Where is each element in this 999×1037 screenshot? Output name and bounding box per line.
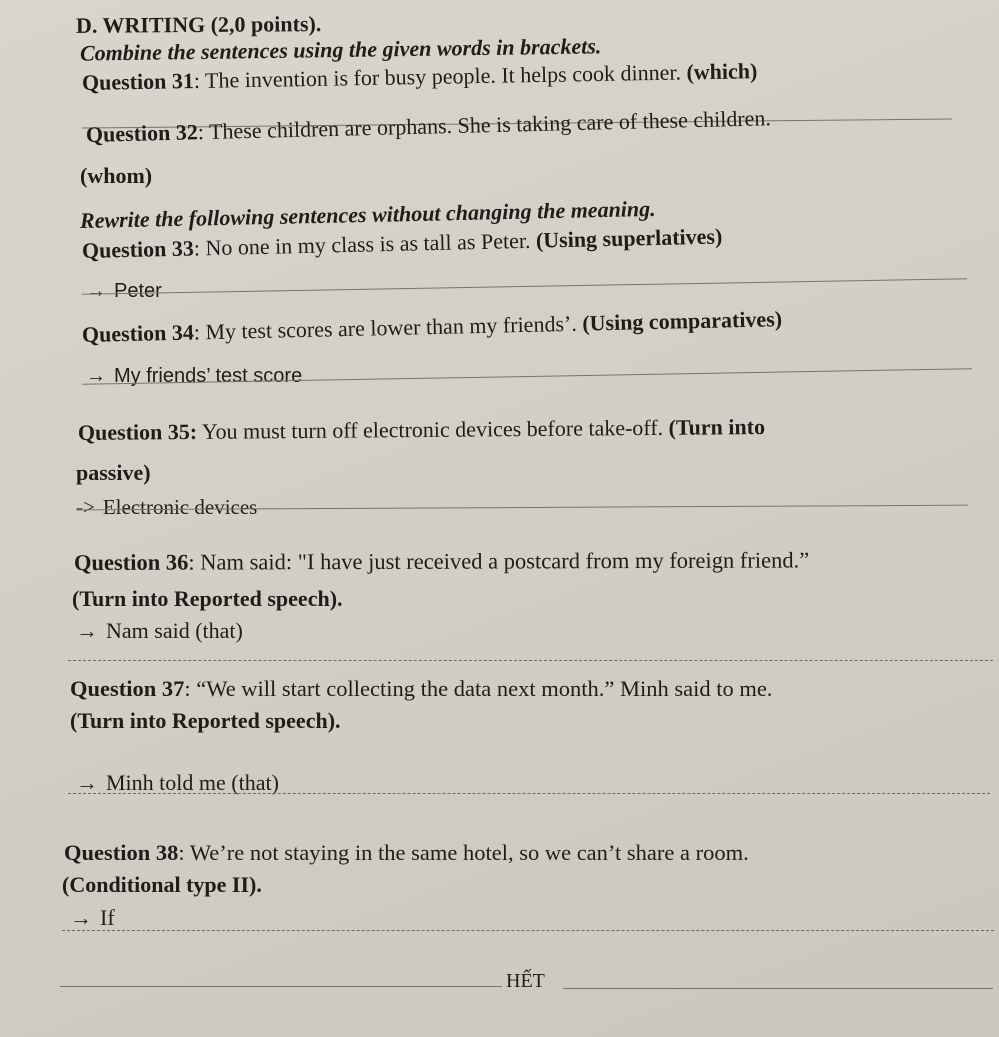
question-33-text: : No one in my class is as tall as Peter. xyxy=(193,227,531,261)
footer-rule-left xyxy=(60,986,502,987)
answer-start-35-text: Electronic devices xyxy=(102,495,258,519)
question-35-hint-a: (Turn into xyxy=(668,414,766,440)
arrow-icon: → xyxy=(86,280,106,302)
question-31-label: Question 31 xyxy=(81,68,195,95)
question-36-hint: (Turn into Reported speech). xyxy=(72,586,343,611)
answer-line-38 xyxy=(62,930,994,931)
question-38 xyxy=(64,840,749,866)
question-38-hint: (Conditional type II). xyxy=(62,872,262,897)
question-34 xyxy=(82,306,783,348)
answer-start-38 xyxy=(70,905,115,931)
question-33-hint: (Using superlatives) xyxy=(535,223,723,253)
question-32-hint: (whom) xyxy=(80,163,153,188)
answer-start-36-text: Nam said (that) xyxy=(106,618,243,643)
question-37-label: Question 37 xyxy=(70,676,185,701)
answer-start-33-text: Peter xyxy=(114,280,162,302)
section-title: D. WRITING (2,0 points). xyxy=(75,11,322,38)
answer-start-37-text: Minh told me (that) xyxy=(106,770,279,795)
question-35-label: Question 35: xyxy=(77,418,198,445)
question-36 xyxy=(74,547,809,576)
question-36-label: Question 36 xyxy=(73,549,189,575)
question-37 xyxy=(70,676,772,702)
question-32 xyxy=(86,105,772,148)
question-38-label: Question 38 xyxy=(64,840,179,865)
end-marker: HẾT xyxy=(506,970,545,992)
answer-start-33 xyxy=(86,278,162,304)
question-32-text: : These children are orphans. She is taking care of these children. xyxy=(197,105,772,145)
answer-line-36 xyxy=(68,660,993,661)
answer-line-37 xyxy=(68,793,990,794)
answer-start-35 xyxy=(76,494,257,520)
question-34-text: : My test scores are lower than my friends’. xyxy=(193,310,578,345)
answer-start-36 xyxy=(76,618,243,644)
question-31-hint: (which) xyxy=(686,58,758,85)
question-33-label: Question 33 xyxy=(81,235,195,263)
question-34-hint: (Using comparatives) xyxy=(581,306,783,336)
question-35 xyxy=(78,414,765,446)
answer-start-34-text: My friends’ test score xyxy=(114,365,303,387)
question-34-label: Question 34 xyxy=(81,319,195,347)
arrow-icon: → xyxy=(76,770,98,795)
arrow-icon: → xyxy=(86,365,106,387)
question-35-hint-b: passive) xyxy=(76,460,151,485)
arrow-icon: → xyxy=(70,905,92,930)
question-37-hint: (Turn into Reported speech). xyxy=(70,708,341,733)
question-37-text: : “We will start collecting the data next month.” Minh said to me. xyxy=(184,676,773,701)
question-38-text: : We’re not staying in the same hotel, so we can’t share a room. xyxy=(178,840,749,865)
question-36-text: : Nam said: "I have just received a postcard from my foreign friend.” xyxy=(188,547,810,575)
arrow-icon: -> xyxy=(76,495,95,519)
answer-line-33 xyxy=(82,278,967,294)
question-35-text: You must turn off electronic devices before take-off. xyxy=(201,414,664,444)
answer-start-38-text: If xyxy=(100,905,115,930)
question-31-text: : The invention is for busy people. It helps cook dinner. xyxy=(193,59,682,94)
rewrite-instruction: Rewrite the following sentences without changing the meaning. xyxy=(79,195,656,233)
arrow-icon: → xyxy=(76,618,98,643)
question-32-label: Question 32 xyxy=(85,119,199,147)
answer-start-34 xyxy=(86,363,302,389)
combine-instruction: Combine the sentences using the given words in brackets. xyxy=(79,33,602,66)
footer-rule-right xyxy=(563,988,993,989)
